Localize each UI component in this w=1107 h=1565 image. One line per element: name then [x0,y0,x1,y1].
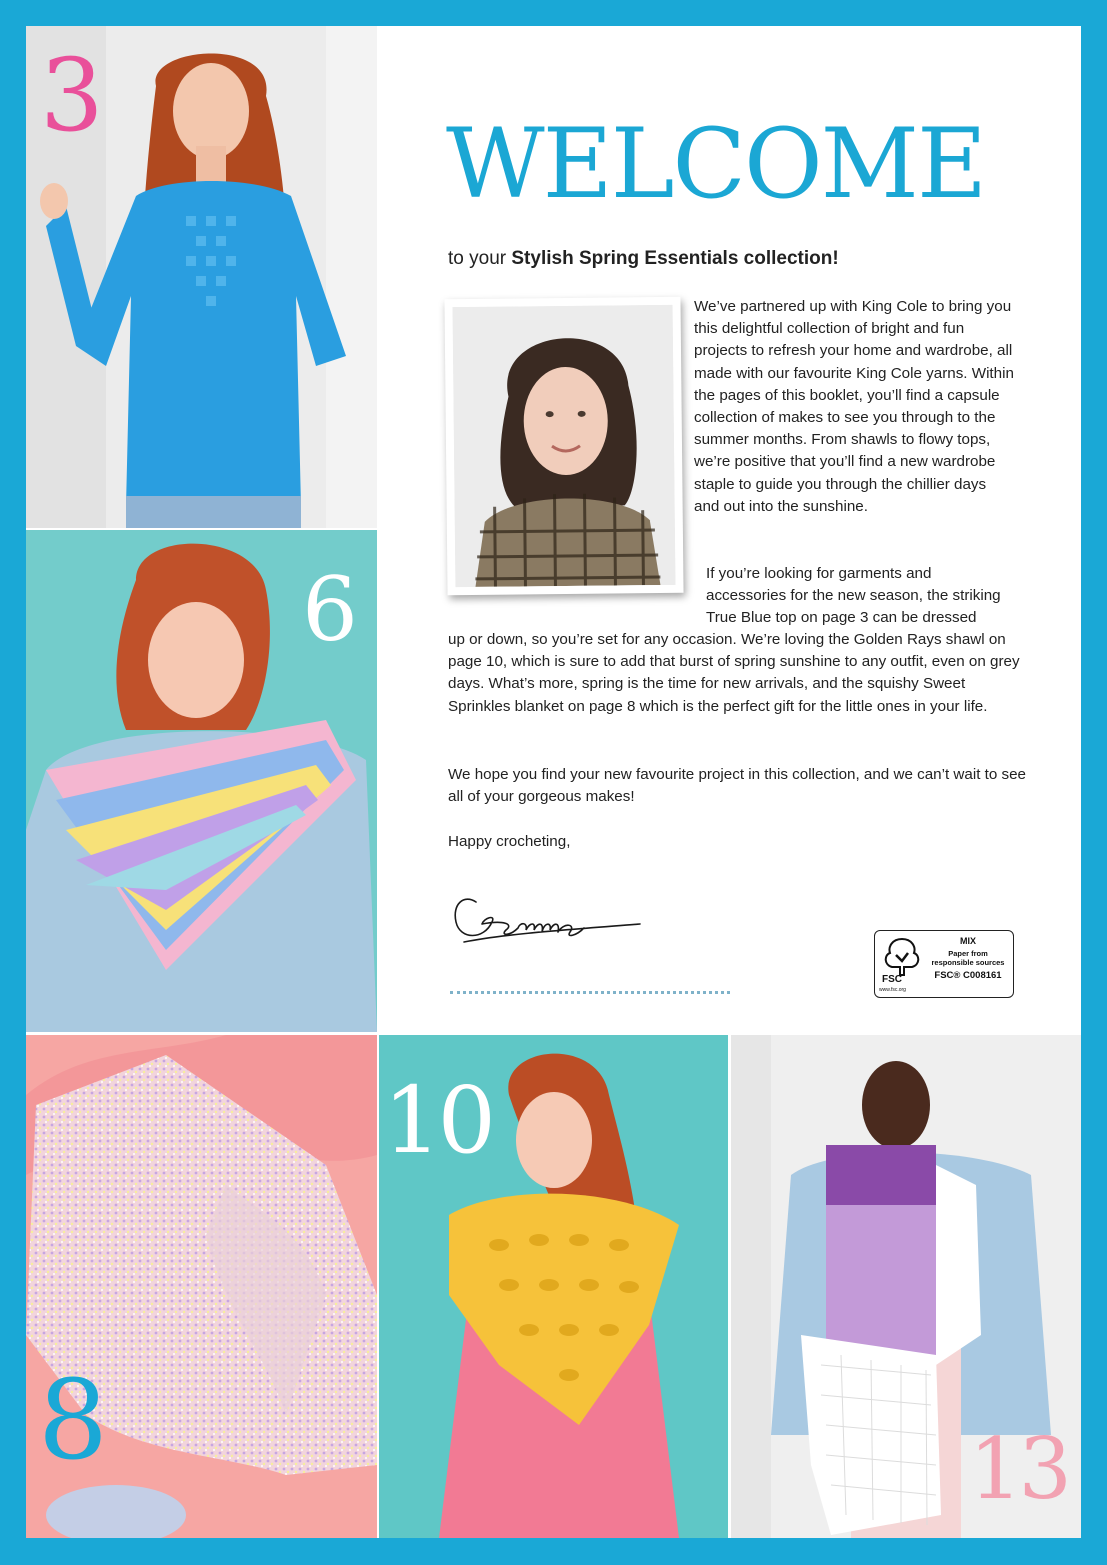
fsc-url: www.fsc.org [879,987,906,993]
fsc-mark: FSC [882,974,902,985]
fsc-text [925,937,1011,980]
dotted-divider [450,991,730,994]
intro-paragraph: We’ve partnered up with King Cole to bring you this delightful collection of bright and fun projects to refresh your home and wardrobe, all made with our favourite King Cole yarns. Within the pages of this booklet, you’ll find a capsule collection of makes to see you through to the summer months. From shawls to flowy tops, we’re positive that you’ll find a new wardrobe staple to guide you through the chillier days and out into the sunshine. [694,298,1014,515]
page-number-3: 3 [40,37,104,154]
fsc-line2: responsible sources [931,958,1005,967]
photo-lilac-wrap [731,1035,1081,1538]
sign-off: Happy crocheting, [448,833,571,850]
page [26,26,1081,1538]
page-subtitle [448,248,839,270]
signature-gemma [444,884,644,954]
page-number-6: 6 [302,558,358,661]
editor-portrait [444,297,683,595]
fsc-line1: Paper from [948,949,988,958]
page-title: WELCOME [446,108,986,220]
photo-golden-rays-shawl [379,1035,728,1538]
page-number-13: 13 [969,1420,1068,1518]
page-number-8: 8 [38,1356,108,1484]
page-number-10: 10 [383,1067,493,1174]
fsc-badge [874,930,1014,998]
fsc-code: FSC® C008161 [934,970,1002,981]
photo-sweet-sprinkles-blanket [26,1035,377,1538]
fsc-mix: MIX [959,936,976,946]
garments-paragraph-end: up or down, so you’re set for any occasion. We’re loving the Golden Rays shawl on page 10, which is sure to add that burst of spring sunshine to any outfit, even on grey days. What’s more, spring is the time for new arrivals, and the squishy Sweet Sprinkles blanket on page 8 which is the perfect gift for the little ones in your life. [448,631,1020,715]
garments-paragraph-start: If you’re looking for garments and accessories for the new season, the striking True Blue top on page 3 can be dressed [706,565,1001,627]
closing-paragraph: We hope you find your new favourite project in this collection, and we can’t wait to see all of your gorgeous makes! [448,766,1027,806]
subtitle-prefix: to your [448,248,512,269]
photo-true-blue-top [26,26,377,528]
subtitle-bold: Stylish Spring Essentials collection! [511,248,839,269]
photo-rainbow-shawl [26,530,377,1032]
